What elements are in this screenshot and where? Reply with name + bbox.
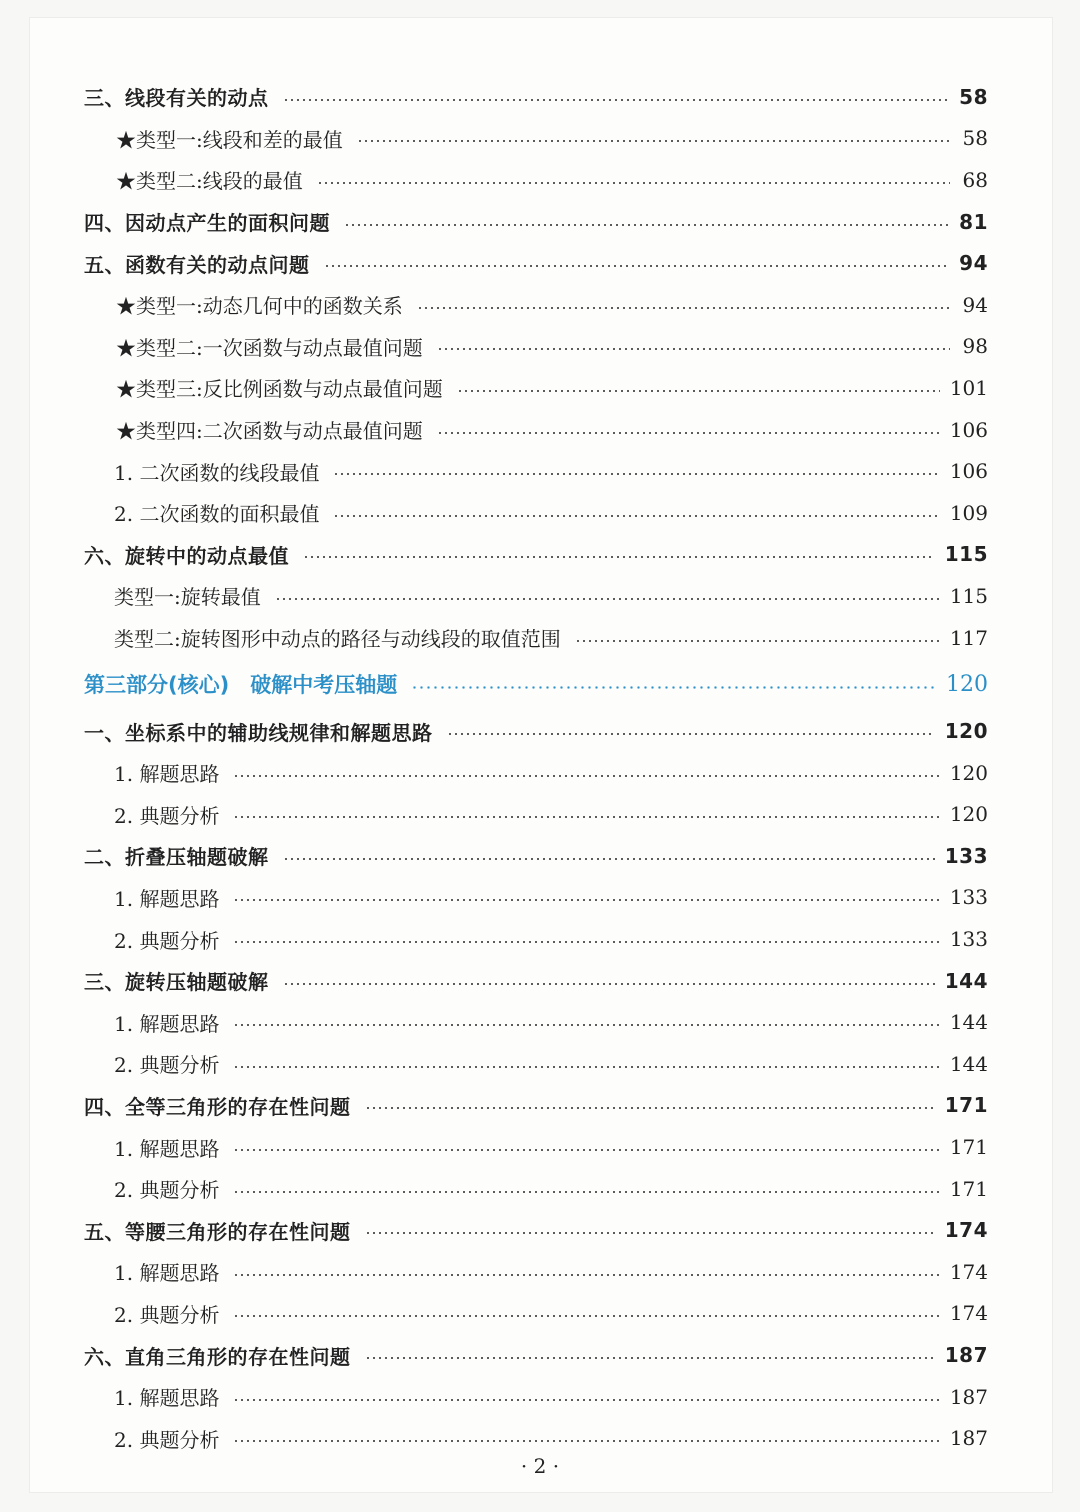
toc-entry-label: 1. 二次函数的线段最值 <box>114 460 320 485</box>
toc-sub-entry[interactable] <box>84 118 988 160</box>
toc-sub-entry[interactable] <box>84 877 988 919</box>
toc-section-entry[interactable] <box>84 1334 988 1376</box>
toc-section-entry[interactable] <box>84 534 988 576</box>
toc-entry-label: 四、因动点产生的面积问题 <box>84 211 330 236</box>
toc-page-number: 106 <box>949 459 988 484</box>
toc-entry-label: 2. 典题分析 <box>114 803 220 828</box>
toc-section-entry[interactable] <box>84 201 988 243</box>
toc-entry-label: 2. 典题分析 <box>114 1053 220 1078</box>
toc-page-number: 120 <box>946 671 988 697</box>
toc-page-number: 115 <box>944 542 988 567</box>
dot-leader <box>233 1149 939 1151</box>
toc-entry-label: 五、函数有关的动点问题 <box>84 252 310 277</box>
toc-page-number: 58 <box>962 126 988 151</box>
toc-sub-entry[interactable] <box>84 918 988 960</box>
toc-page-number: 171 <box>944 1093 988 1118</box>
toc-sub-entry[interactable] <box>84 1376 988 1418</box>
toc-sub-entry[interactable] <box>84 409 988 451</box>
toc-section-entry[interactable] <box>84 710 988 752</box>
dot-leader <box>233 816 939 818</box>
toc-page-number: 120 <box>944 719 988 744</box>
dot-leader <box>324 265 950 267</box>
dot-leader <box>333 515 939 517</box>
dot-leader <box>365 1232 935 1234</box>
toc-entry-label: 1. 解题思路 <box>114 1261 220 1286</box>
toc-entry-label: 二、折叠压轴题破解 <box>84 845 269 870</box>
dot-leader <box>417 307 950 309</box>
dot-leader <box>437 348 950 350</box>
dot-leader <box>333 473 939 475</box>
toc-entry-label: 第三部分(核心) 破解中考压轴题 <box>84 673 398 698</box>
toc-entry-label: 类型一:旋转最值 <box>114 585 261 610</box>
toc-page-number: 174 <box>944 1218 988 1243</box>
toc-sub-entry[interactable] <box>84 450 988 492</box>
toc-sub-entry[interactable] <box>84 1043 988 1085</box>
toc-page-number: 94 <box>959 251 988 276</box>
dot-leader <box>303 556 935 558</box>
dot-leader <box>233 1315 939 1317</box>
toc-page-number: 106 <box>949 417 988 442</box>
toc-entry-label: 1. 解题思路 <box>114 1386 220 1411</box>
toc-entry-label: 1. 解题思路 <box>114 762 220 787</box>
dot-leader <box>357 140 950 142</box>
dot-leader <box>233 1024 939 1026</box>
dot-leader <box>437 432 940 434</box>
dot-leader <box>233 1399 939 1401</box>
toc-sub-entry[interactable] <box>84 1251 988 1293</box>
dot-leader <box>411 686 936 689</box>
toc-sub-entry[interactable] <box>84 159 988 201</box>
dot-leader <box>275 598 940 600</box>
toc-sub-entry[interactable] <box>84 1001 988 1043</box>
page-footer-number: · 2 · <box>520 1454 560 1478</box>
dot-leader <box>283 99 950 101</box>
toc-sub-entry[interactable] <box>84 492 988 534</box>
dot-leader <box>233 941 939 943</box>
toc-section-entry[interactable] <box>84 242 988 284</box>
toc-sub-entry[interactable] <box>84 1126 988 1168</box>
dot-leader <box>344 224 949 226</box>
toc-entry-label: 五、等腰三角形的存在性问题 <box>84 1219 351 1244</box>
toc-entry-label: 类型二:旋转图形中动点的路径与动线段的取值范围 <box>114 627 561 652</box>
toc-entry-label: 四、全等三角形的存在性问题 <box>84 1094 351 1119</box>
toc-entry-label: ★类型二:线段的最值 <box>116 169 303 194</box>
toc-page-number: 171 <box>949 1135 988 1160</box>
toc-entry-label: 三、线段有关的动点 <box>84 86 269 111</box>
dot-leader <box>233 1274 939 1276</box>
toc-entry-label: 2. 典题分析 <box>114 928 220 953</box>
toc-entry-label: 1. 解题思路 <box>114 1011 220 1036</box>
dot-leader <box>283 858 935 860</box>
toc-sub-entry[interactable] <box>84 752 988 794</box>
toc-page-number: 109 <box>949 500 988 525</box>
toc-page-number: 58 <box>959 84 988 109</box>
toc-page-number: 81 <box>959 209 988 234</box>
toc-sub-entry[interactable] <box>84 794 988 836</box>
toc-page-number: 144 <box>944 968 988 993</box>
toc-entry-label: 2. 典题分析 <box>114 1427 220 1452</box>
dot-leader <box>233 1440 939 1442</box>
toc-entry-label: 2. 典题分析 <box>114 1302 220 1327</box>
dot-leader <box>457 390 940 392</box>
toc-page-number: 174 <box>949 1301 988 1326</box>
toc-page-number: 133 <box>949 885 988 910</box>
toc-page-number: 187 <box>944 1343 988 1368</box>
toc-entry-label: ★类型三:反比例函数与动点最值问题 <box>116 377 443 402</box>
toc-sub-entry[interactable] <box>84 1417 988 1459</box>
toc-section-entry[interactable] <box>84 1209 988 1251</box>
toc-entry-label: ★类型一:线段和差的最值 <box>116 127 343 152</box>
toc-page-number: 133 <box>949 927 988 952</box>
toc-page-number: 187 <box>949 1426 988 1451</box>
toc-entry-label: 三、旋转压轴题破解 <box>84 970 269 995</box>
toc-page-number: 171 <box>949 1176 988 1201</box>
toc-sub-entry[interactable] <box>84 326 988 368</box>
toc-section-entry[interactable] <box>84 76 988 118</box>
dot-leader <box>233 775 939 777</box>
toc-page-number: 133 <box>944 843 988 868</box>
toc-section-entry[interactable] <box>84 960 988 1002</box>
toc-page-number: 120 <box>949 802 988 827</box>
toc-page-number: 101 <box>949 375 988 400</box>
toc-entry-label: 一、坐标系中的辅助线规律和解题思路 <box>84 720 433 745</box>
toc-part-heading[interactable] <box>84 658 988 710</box>
toc-section-entry[interactable] <box>84 835 988 877</box>
toc-page-number: 187 <box>949 1384 988 1409</box>
toc-page-number: 117 <box>949 625 988 650</box>
toc-page-number: 144 <box>949 1051 988 1076</box>
toc-entry-label: ★类型二:一次函数与动点最值问题 <box>116 335 423 360</box>
toc-sub-entry[interactable] <box>84 284 988 326</box>
toc-entry-label: ★类型一:动态几何中的函数关系 <box>116 294 403 319</box>
dot-leader <box>365 1107 935 1109</box>
dot-leader <box>233 1191 939 1193</box>
toc-page-number: 115 <box>949 583 988 608</box>
dot-leader <box>317 182 950 184</box>
table-of-contents <box>84 76 988 1459</box>
toc-entry-label: 2. 典题分析 <box>114 1178 220 1203</box>
toc-entry-label: 六、直角三角形的存在性问题 <box>84 1344 351 1369</box>
dot-leader <box>447 733 935 735</box>
toc-section-entry[interactable] <box>84 1085 988 1127</box>
toc-entry-label: 2. 二次函数的面积最值 <box>114 502 320 527</box>
toc-sub-entry[interactable] <box>84 1293 988 1335</box>
toc-entry-label: 六、旋转中的动点最值 <box>84 543 289 568</box>
toc-page-number: 120 <box>949 760 988 785</box>
toc-page-number: 94 <box>962 292 988 317</box>
toc-entry-label: 1. 解题思路 <box>114 886 220 911</box>
dot-leader <box>575 640 940 642</box>
dot-leader <box>233 1066 939 1068</box>
toc-sub-entry[interactable] <box>84 575 988 617</box>
dot-leader <box>365 1357 935 1359</box>
toc-entry-label: 1. 解题思路 <box>114 1136 220 1161</box>
toc-sub-entry[interactable] <box>84 1168 988 1210</box>
toc-page-number: 98 <box>962 334 988 359</box>
toc-sub-entry[interactable] <box>84 367 988 409</box>
toc-sub-entry[interactable] <box>84 617 988 659</box>
toc-page-number: 174 <box>949 1259 988 1284</box>
toc-entry-label: ★类型四:二次函数与动点最值问题 <box>116 419 423 444</box>
toc-page-number: 144 <box>949 1010 988 1035</box>
toc-page-number: 68 <box>962 167 988 192</box>
dot-leader <box>233 899 939 901</box>
dot-leader <box>283 983 935 985</box>
